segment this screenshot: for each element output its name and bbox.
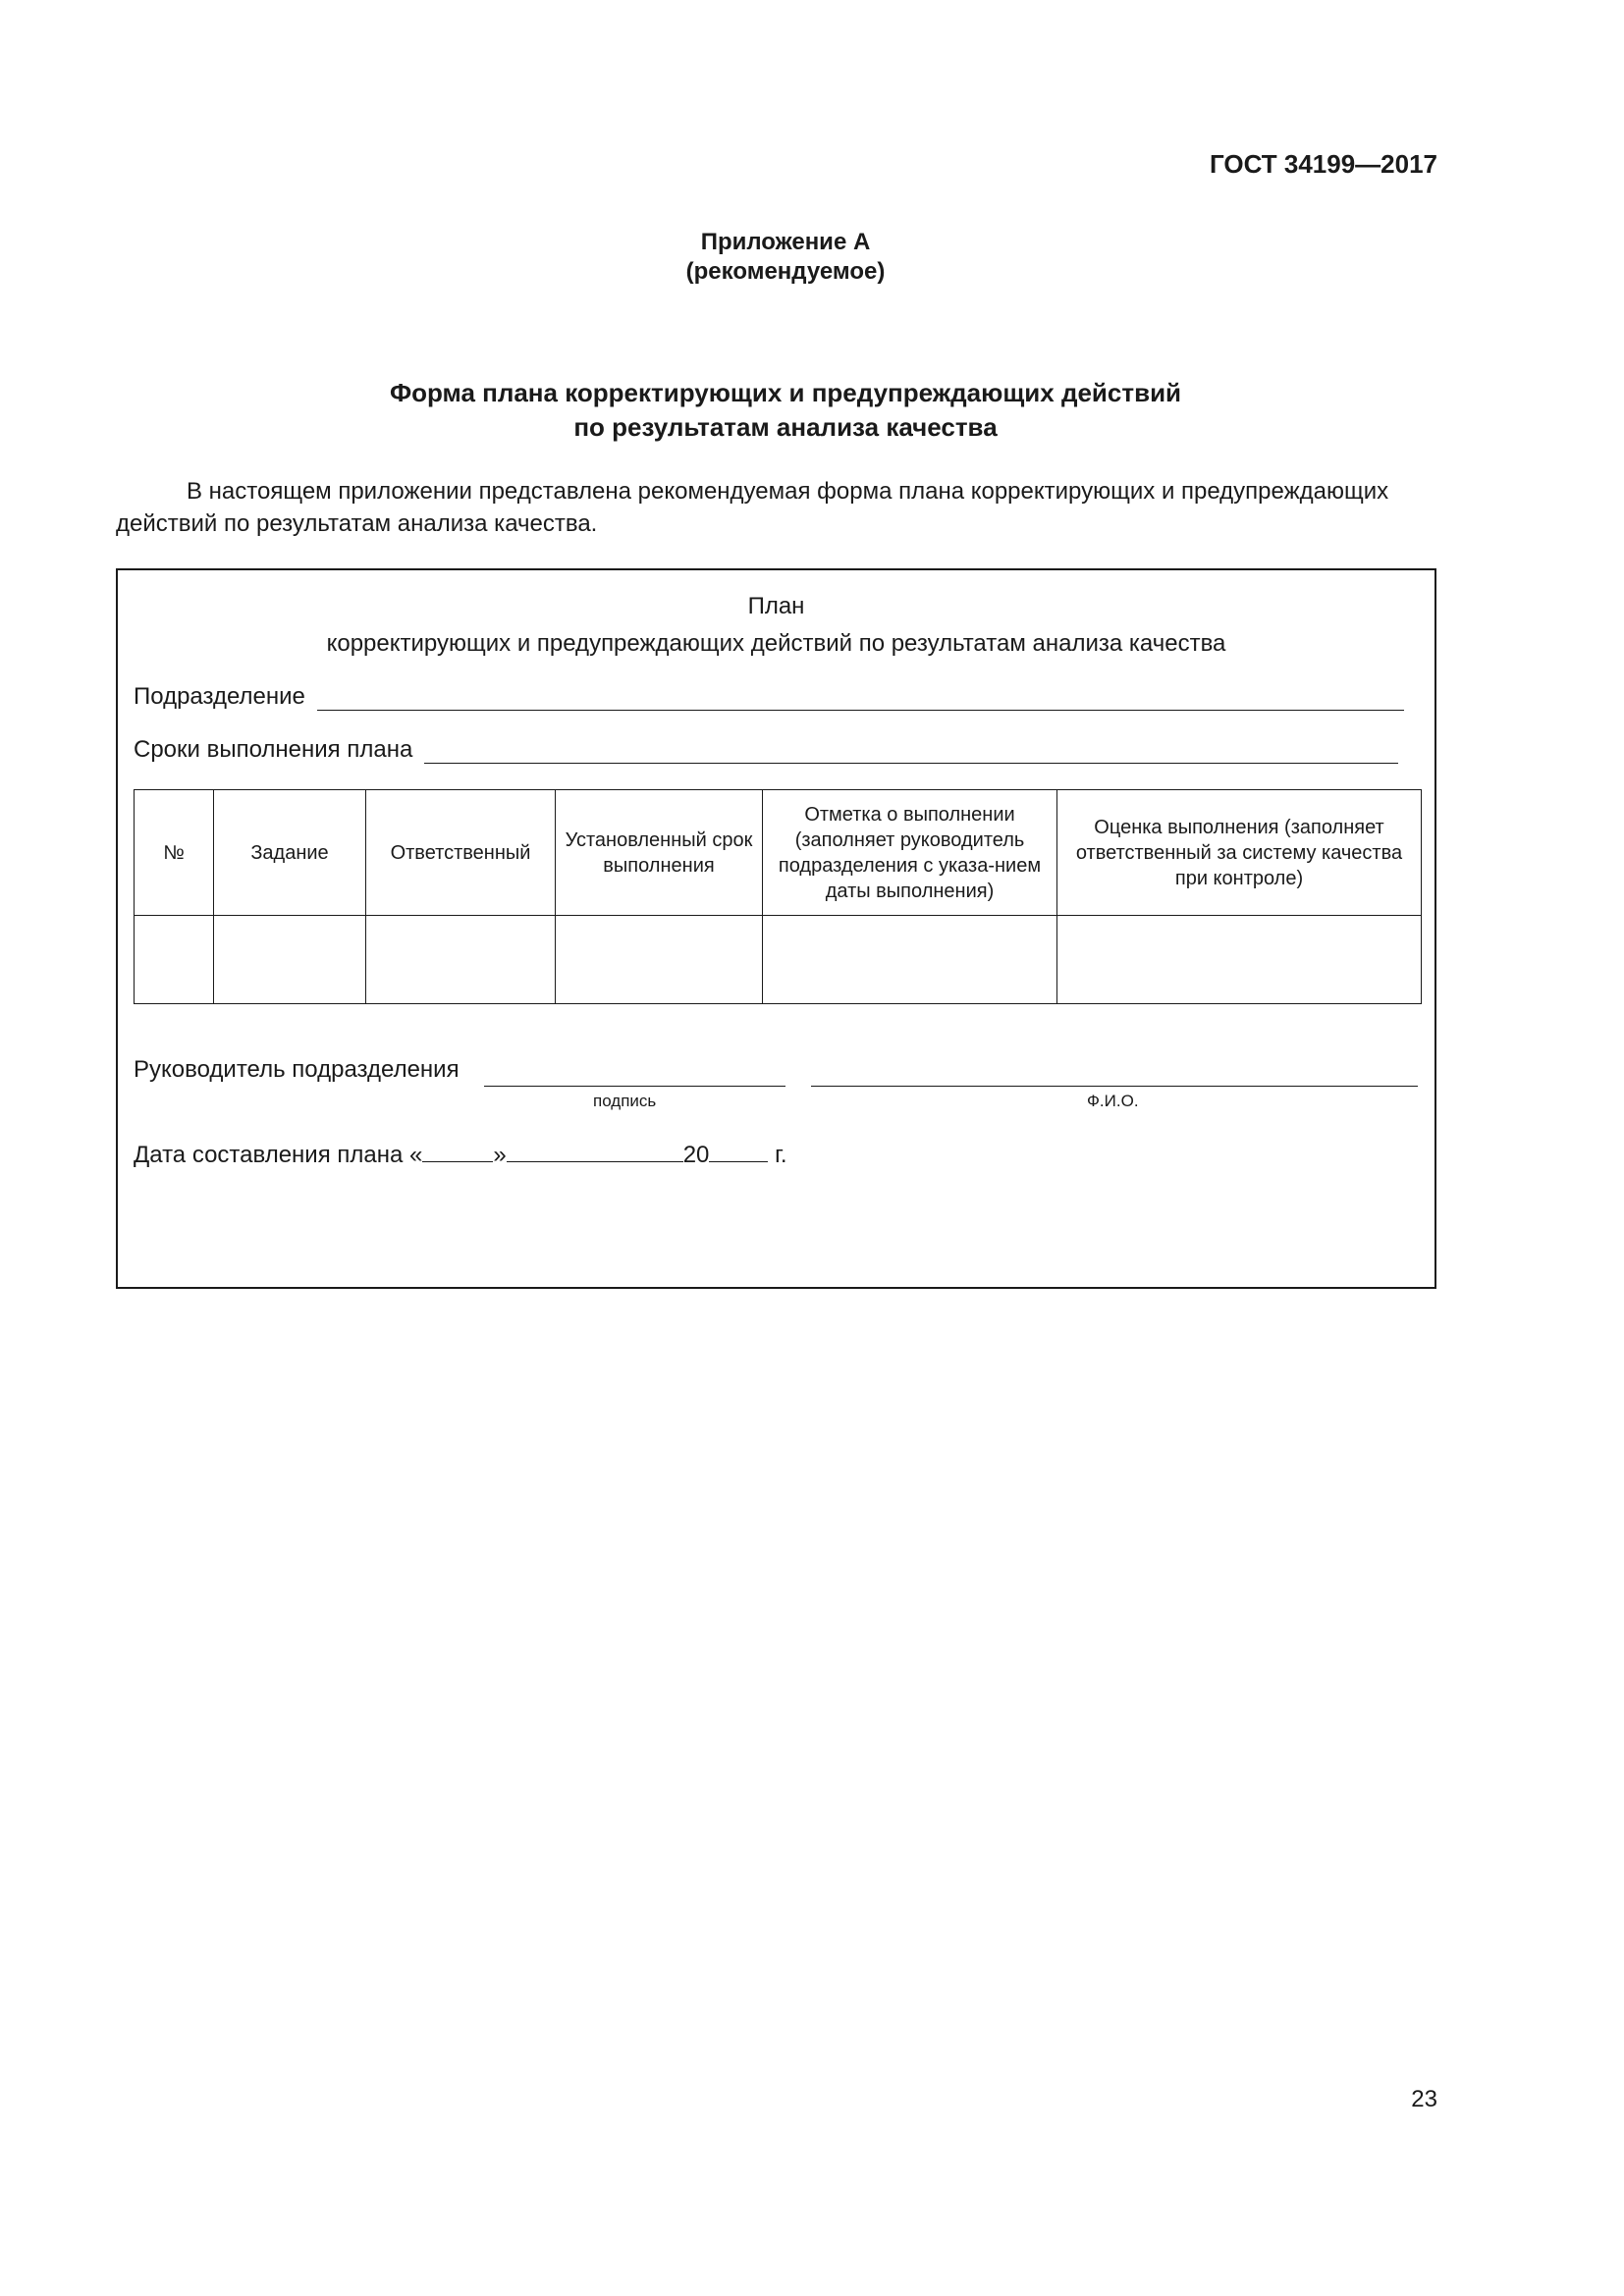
date-year: 20 — [682, 1142, 710, 1168]
plan-table-header-row — [135, 790, 1422, 916]
column-header-responsible: Ответственный — [366, 790, 556, 916]
department-label: Подразделение — [134, 683, 305, 710]
signature-fill-line[interactable] — [484, 1085, 785, 1087]
plan-form-title-line2: корректирующих и предупреждающих действий по результатам анализа качества — [326, 630, 1226, 657]
deadline-fill-line[interactable] — [424, 739, 1398, 764]
signature-caption: подпись — [593, 1092, 657, 1110]
column-header-task: Задание — [214, 790, 366, 916]
month-fill-line[interactable] — [507, 1140, 683, 1162]
year-fill-line[interactable] — [709, 1140, 768, 1162]
plan-table — [134, 789, 1422, 1004]
section-title-line2: по результатам анализа качества — [573, 412, 998, 442]
name-fill-line[interactable] — [811, 1085, 1418, 1087]
date-suffix: г. — [775, 1142, 787, 1168]
department-fill-line[interactable] — [317, 686, 1404, 711]
page-number: 23 — [1411, 2086, 1437, 2112]
date-mid: » — [493, 1142, 507, 1168]
section-title — [0, 376, 1571, 445]
deadline-row — [134, 736, 1398, 764]
appendix-title: Приложение А — [700, 229, 871, 255]
table-cell[interactable] — [763, 916, 1057, 1004]
section-title-line1: Форма плана корректирующих и предупреждающих действий — [389, 378, 1182, 407]
plan-date-row — [134, 1140, 787, 1169]
table-cell[interactable] — [214, 916, 366, 1004]
appendix-heading — [0, 228, 1571, 287]
date-prefix: Дата составления плана « — [134, 1142, 423, 1168]
table-cell[interactable] — [135, 916, 214, 1004]
table-cell[interactable] — [1057, 916, 1422, 1004]
standard-code: ГОСТ 34199—2017 — [1210, 149, 1437, 179]
plan-form-title — [118, 588, 1435, 663]
plan-form-title-line1: План — [747, 593, 805, 619]
intro-paragraph: В настоящем приложении представлена рекомендуемая форма плана корректирующих и предупреждающих действий по результатам анализа качества. — [116, 478, 1389, 537]
table-row — [135, 916, 1422, 1004]
plan-form — [116, 568, 1436, 1289]
table-cell[interactable] — [556, 916, 763, 1004]
column-header-deadline: Установленный срок выполнения — [556, 790, 763, 916]
deadline-label: Сроки выполнения плана — [134, 736, 413, 763]
column-header-completion-mark: Отметка о выполнении (заполняет руководитель подразделения с указа-нием даты выполнения) — [763, 790, 1057, 916]
department-row — [134, 683, 1404, 711]
name-caption: Ф.И.О. — [1087, 1092, 1139, 1110]
appendix-status: (рекомендуемое) — [685, 258, 886, 285]
column-header-evaluation: Оценка выполнения (заполняет ответственный за систему качества при контроле) — [1057, 790, 1422, 916]
day-fill-line[interactable] — [422, 1140, 493, 1162]
table-cell[interactable] — [366, 916, 556, 1004]
head-of-department-label: Руководитель подразделения — [134, 1056, 460, 1083]
column-header-number: № — [135, 790, 214, 916]
